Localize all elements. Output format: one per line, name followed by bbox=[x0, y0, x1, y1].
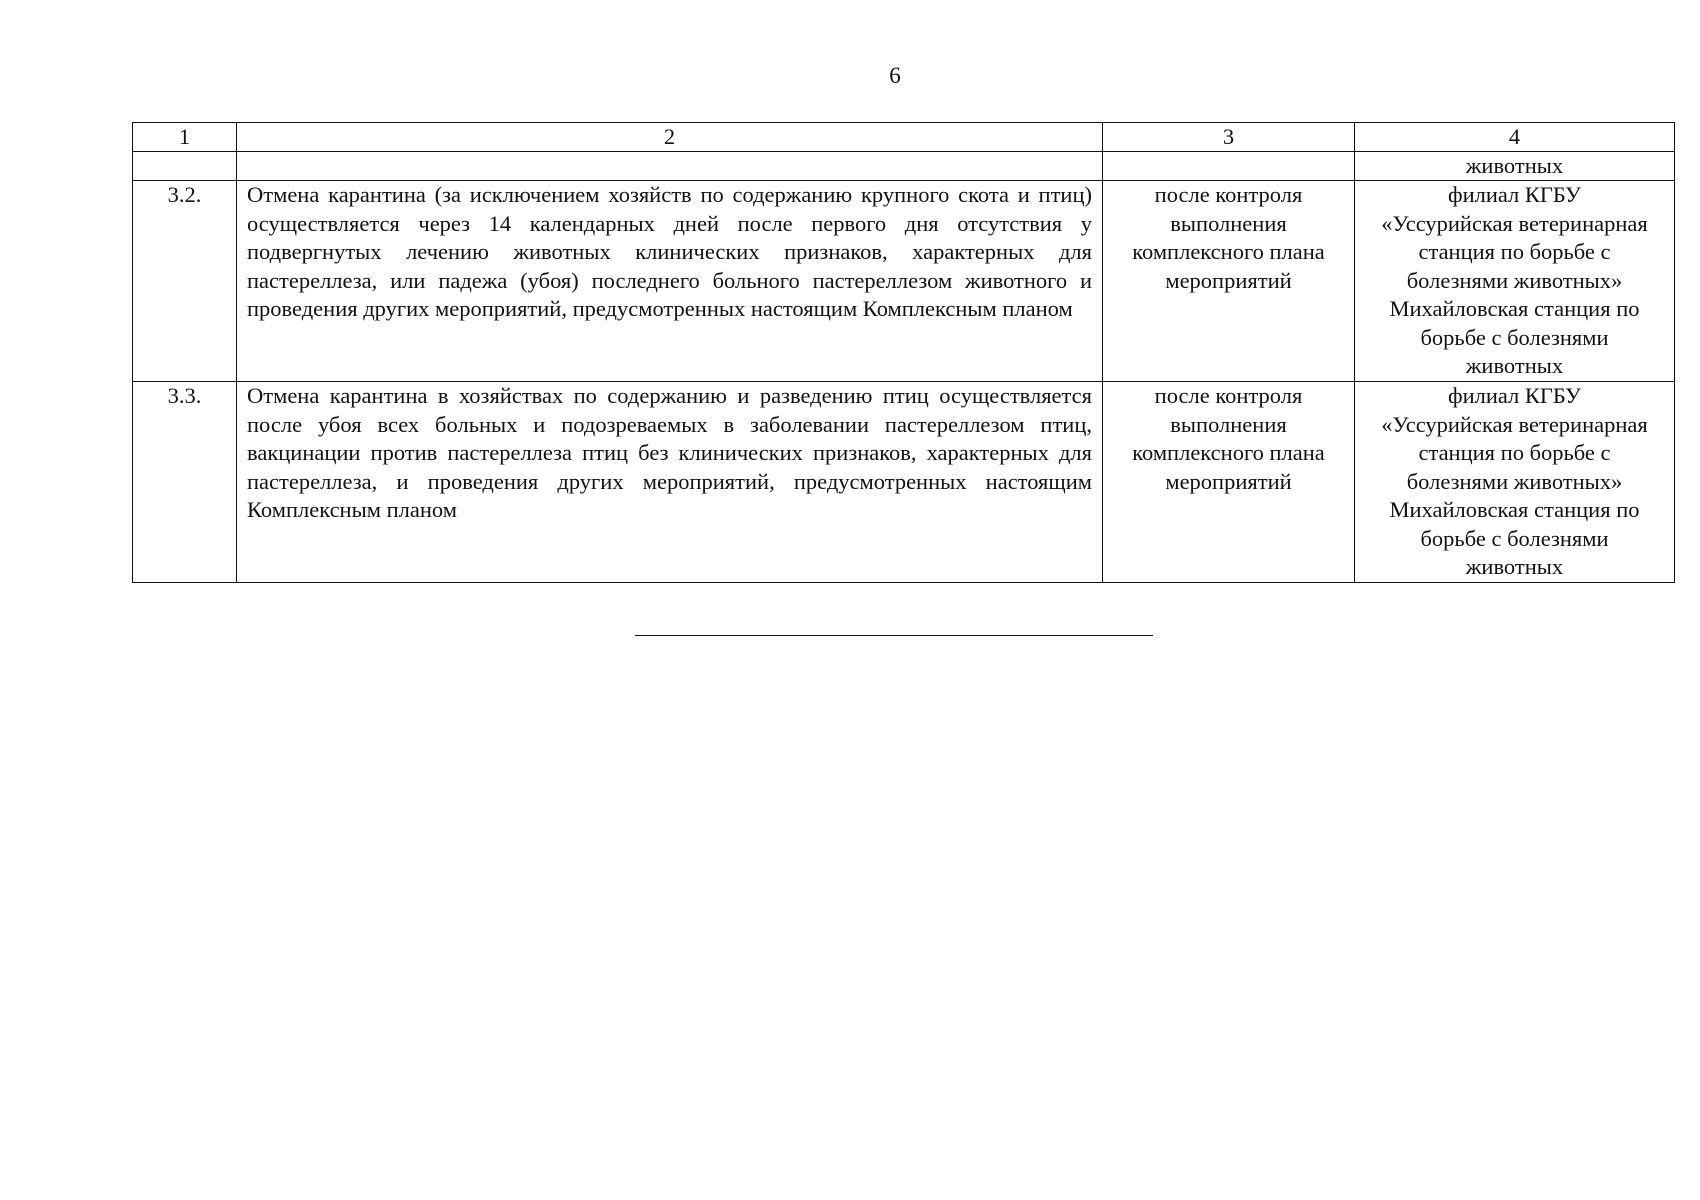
responsible-line: Михайловская станция по bbox=[1389, 497, 1640, 522]
responsible-line: болезнями животных» bbox=[1406, 267, 1623, 293]
continuation-cell-1 bbox=[133, 152, 237, 181]
responsible-line: «Уссурийская ветеринарная bbox=[1381, 411, 1648, 437]
column-number-1: 1 bbox=[133, 123, 237, 152]
deadline-cell bbox=[1103, 382, 1355, 583]
responsible-line: Михайловская станция по bbox=[1389, 296, 1640, 321]
deadline-line: после контроля bbox=[1154, 383, 1303, 408]
continuation-cell-2 bbox=[237, 152, 1103, 181]
responsible-cell bbox=[1355, 382, 1675, 583]
deadline-line: после контроля bbox=[1154, 182, 1303, 207]
responsible-line: филиал КГБУ bbox=[1447, 182, 1581, 207]
column-number-2: 2 bbox=[237, 123, 1103, 152]
table-row bbox=[133, 181, 1675, 382]
responsible-line: филиал КГБУ bbox=[1447, 383, 1581, 408]
deadline-line: комплексного плана bbox=[1132, 440, 1325, 465]
responsible-cell bbox=[1355, 181, 1675, 382]
responsible-line: станция по борьбе с bbox=[1418, 239, 1611, 264]
responsible-line: болезнями животных» bbox=[1406, 468, 1623, 494]
responsible-line: борьбе с болезнями bbox=[1420, 525, 1609, 551]
column-number-4: 4 bbox=[1355, 123, 1675, 152]
row-number: 3.2. bbox=[133, 181, 237, 382]
measure-text: Отмена карантина (за исключением хозяйств по содержанию крупного скота и птиц) осуществляется через 14 календарных дней после первого дня отсутствия у подвергнутых лечению животных клинических признаков, характерных для пастереллеза, или падежа (убоя) последнего больного пастереллезом животного и проведения других мероприятий, предусмотренных настоящим Комплексным планом bbox=[237, 181, 1103, 382]
continuation-cell-3 bbox=[1103, 152, 1355, 181]
measures-table bbox=[132, 122, 1675, 583]
page-number: 6 bbox=[889, 63, 901, 88]
responsible-line: животных bbox=[1465, 554, 1564, 579]
row-number: 3.3. bbox=[133, 382, 237, 583]
responsible-line: «Уссурийская ветеринарная bbox=[1381, 210, 1648, 236]
responsible-line: животных bbox=[1465, 353, 1564, 378]
responsible-line: станция по борьбе с bbox=[1418, 440, 1611, 465]
deadline-line: выполнения bbox=[1170, 411, 1287, 437]
deadline-line: мероприятий bbox=[1165, 267, 1292, 293]
responsible-line: борьбе с болезнями bbox=[1420, 324, 1609, 350]
deadline-cell bbox=[1103, 181, 1355, 382]
column-number-3: 3 bbox=[1103, 123, 1355, 152]
deadline-line: мероприятий bbox=[1165, 468, 1292, 494]
table-header-row bbox=[133, 123, 1675, 152]
deadline-line: комплексного плана bbox=[1132, 239, 1325, 264]
table-row bbox=[133, 382, 1675, 583]
deadline-line: выполнения bbox=[1170, 210, 1287, 236]
measure-text: Отмена карантина в хозяйствах по содержанию и разведению птиц осуществляется после убоя всех больных и подозреваемых в заболевании пастереллезом птиц, вакцинации против пастереллеза птиц без клинических признаков, характерных для пастереллеза, и проведения других мероприятий, предусмотренных настоящим Комплексным планом bbox=[237, 382, 1103, 583]
end-of-document-rule bbox=[635, 635, 1153, 636]
continuation-responsible: животных bbox=[1355, 152, 1675, 181]
table-continuation-row bbox=[133, 152, 1675, 181]
